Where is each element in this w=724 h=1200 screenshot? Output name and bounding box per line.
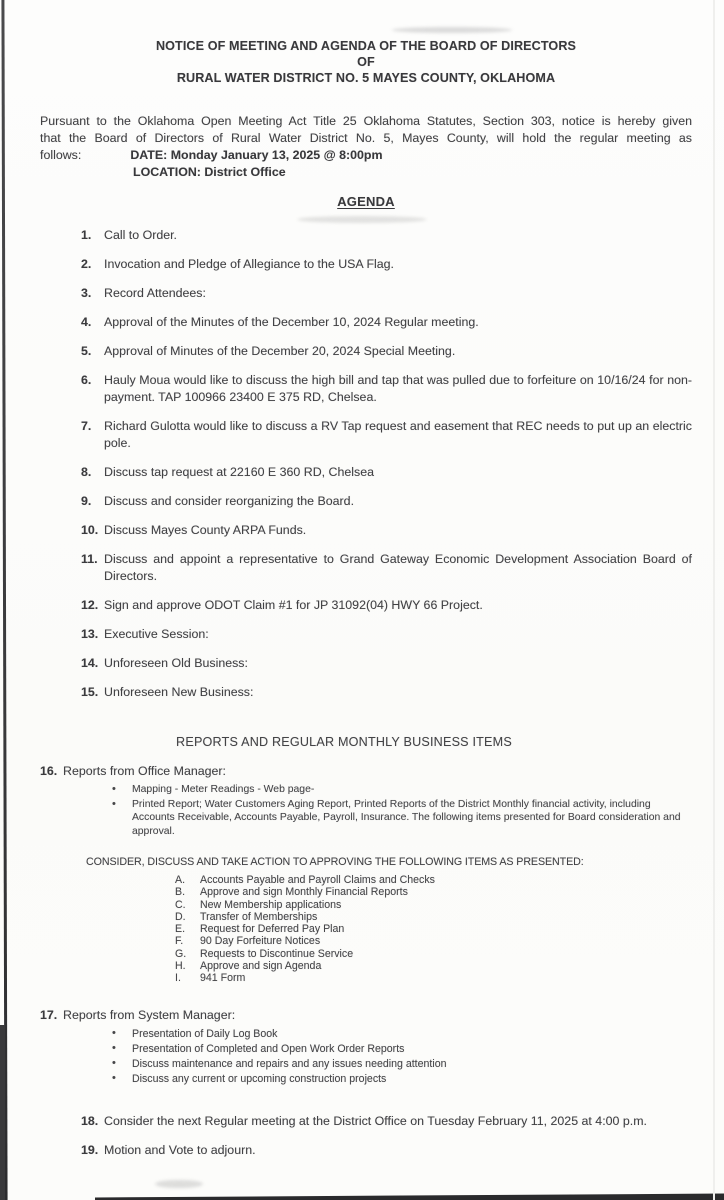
item-number: 17. [40,1007,58,1022]
item-text: 90 Day Forfeiture Notices [200,935,321,948]
item-number: 12. [81,598,99,612]
intro-line: that the Board of Directors of Rural Water District No. 5, Mayes County, will hold the regular meeting as [40,131,692,145]
lettered-item-a [175,874,692,886]
item-number: 18. [81,1113,99,1128]
item-text: Approve and sign Monthly Financial Reports [200,886,408,899]
intro-follows-line [40,147,692,164]
lettered-item-d [175,911,692,923]
item-number: 15. [81,685,99,699]
item-text: Approval of Minutes of the December 20, 2024 Special Meeting. [104,344,456,358]
item-number: 5. [81,344,92,358]
item-text: Executive Session: [104,627,209,641]
bullet-icon: • [112,1056,116,1069]
item-text: Discuss Mayes County ARPA Funds. [104,523,307,537]
item-text: Discuss tap request at 22160 E 360 RD, Chelsea [104,465,374,479]
title-line-1: NOTICE OF MEETING AND AGENDA OF THE BOARD OF DIRECTORS [155,39,577,53]
title-line-3: RURAL WATER DISTRICT NO. 5 MAYES COUNTY, OKLAHOMA [176,71,556,85]
agenda-item-11 [81,551,692,585]
agenda-heading [40,193,692,211]
item-letter: A. [175,874,186,886]
consider-lettered-list [40,874,692,985]
bullet-text: Discuss any current or upcoming construction projects [132,1072,387,1085]
agenda-item-6 [81,372,692,406]
item-letter: B. [175,886,186,899]
lettered-item-c [175,899,692,911]
item-number: 3. [81,286,92,300]
lettered-item-h [175,960,692,972]
meeting-location: LOCATION: District Office [133,165,286,179]
office-manager-bullet-list [40,783,692,838]
agenda-heading-text: AGENDA [337,194,395,209]
agenda-item-2 [81,256,692,273]
meeting-date: DATE: Monday January 13, 2025 @ 8:00pm [130,148,383,162]
scan-smudge [392,27,512,33]
agenda-item-15 [81,684,692,701]
bullet-icon: • [112,797,116,810]
item-text: Unforeseen Old Business: [104,656,248,670]
lettered-item-f [175,935,692,947]
agenda-item-9 [81,493,692,510]
agenda-item-16 [40,763,692,780]
bullet-text: Presentation of Daily Log Book [132,1027,278,1040]
reports-section-heading: REPORTS AND REGULAR MONTHLY BUSINESS ITEMS [176,735,512,749]
bullet-icon: • [112,1026,116,1039]
item-text: Consider the next Regular meeting at the District Office on Tuesday February 11, 2025 at 4:00 p.m. [104,1113,647,1128]
item-number: 8. [81,465,92,479]
scan-left-edge-line [1,0,7,1200]
intro-line: Pursuant to the Oklahoma Open Meeting Act Title 25 Oklahoma Statutes, Section 303, notice is hereby given [40,114,692,128]
item-text: Transfer of Memberships [200,910,318,923]
system-manager-bullet-list [40,1027,692,1086]
item-text: Invocation and Pledge of Allegiance to the USA Flag. [104,257,394,271]
agenda-item-13 [81,626,692,643]
item-text: Call to Order. [104,228,177,242]
bullet-text: Mapping - Meter Readings - Web page- [132,784,315,795]
agenda-item-5 [81,343,692,360]
document-content [40,38,692,1171]
item-number: 7. [81,419,92,433]
item-text: 941 Form [200,972,246,985]
bullet-item [108,783,692,797]
agenda-item-1 [81,227,692,244]
document-title [40,38,692,86]
item-number: 11. [81,552,98,566]
item-number: 1. [81,228,92,242]
lettered-item-e [175,923,692,935]
item-number: 16. [40,764,58,778]
title-line-2: OF [357,55,375,69]
agenda-item-3 [81,285,692,302]
item-number: 6. [81,373,92,387]
item-number: 13. [81,627,99,641]
bullet-icon: • [112,1041,116,1054]
agenda-item-14 [81,655,692,672]
bullet-icon: • [112,783,116,795]
item-text: Reports from Office Manager: [63,764,226,778]
item-text: Approval of the Minutes of the December 10, 2024 Regular meeting. [104,315,479,329]
item-text: New Membership applications [200,898,342,911]
item-letter: C. [175,898,186,911]
scan-smudge [155,1180,203,1188]
agenda-item-10 [81,522,692,539]
scan-left-bottom-edge [0,1025,5,1200]
consider-heading: CONSIDER, DISCUSS AND TAKE ACTION TO APPROVING THE FOLLOWING ITEMS AS PRESENTED: [86,856,584,868]
scan-bottom-edge-band [95,1191,724,1200]
lettered-item-i [175,972,692,984]
item-number: 10. [81,523,99,537]
bullet-item [108,1042,692,1056]
agenda-list [40,227,692,701]
item-text: Discuss and consider reorganizing the Board. [104,494,355,508]
agenda-item-17 [40,1007,692,1024]
item-text: Sign and approve ODOT Claim #1 for JP 31092(04) HWY 66 Project. [104,598,483,612]
item-text: Discuss and appoint a representative to Grand Gateway Economic Development Association Board of Directors. [104,552,692,583]
agenda-item-12 [81,597,692,614]
agenda-item-8 [81,464,692,481]
agenda-item-19 [81,1142,692,1159]
item-text: Record Attendees: [104,286,206,300]
bullet-text: Presentation of Completed and Open Work Order Reports [132,1042,405,1055]
item-letter: E. [175,923,186,936]
bullet-text: Printed Report; Water Customers Aging Report, Printed Reports of the District Monthly financial activity, including Accounts Receivable, Accounts Payable, Payroll, Insurance. The following items presented for Board consideration and approval. [132,798,681,837]
lettered-item-g [175,948,692,960]
lettered-item-b [175,886,692,898]
scan-right-edge-line [713,0,715,1200]
agenda-item-4 [81,314,692,331]
item-number: 19. [81,1142,99,1157]
item-text: Request for Deferred Pay Plan [200,923,345,936]
item-number: 9. [81,494,92,508]
bullet-item [108,798,692,839]
item-text: Requests to Discontinue Service [200,947,354,960]
item-number: 4. [81,315,92,329]
item-letter: F. [175,935,184,948]
bullet-text: Discuss maintenance and repairs and any issues needing attention [132,1057,447,1070]
item-text: Hauly Moua would like to discuss the high bill and tap that was pulled due to forfeiture on 10/16/24 for non-payment. TAP 100966 23400 E 375 RD, Chelsea. [104,373,692,404]
item-text: Accounts Payable and Payroll Claims and Checks [200,874,435,886]
bullet-item [108,1027,692,1041]
item-text: Reports from System Manager: [63,1007,236,1022]
item-text: Unforeseen New Business: [104,685,254,699]
item-number: 2. [81,257,92,271]
intro-follows: follows: [40,148,82,162]
item-text: Motion and Vote to adjourn. [104,1142,256,1157]
item-letter: H. [175,960,186,973]
item-letter: G. [175,947,187,960]
agenda-item-18 [81,1113,692,1130]
bullet-icon: • [112,1071,116,1084]
bullet-item [108,1072,692,1086]
item-number: 14. [81,656,99,670]
item-letter: D. [175,910,186,923]
item-letter: I. [175,972,181,985]
intro-paragraph [40,113,692,181]
agenda-item-7 [81,418,692,452]
bullet-item [108,1057,692,1071]
item-text: Richard Gulotta would like to discuss a RV Tap request and easement that REC needs to put up an electric pole. [104,419,692,450]
item-text: Approve and sign Agenda [200,960,322,973]
